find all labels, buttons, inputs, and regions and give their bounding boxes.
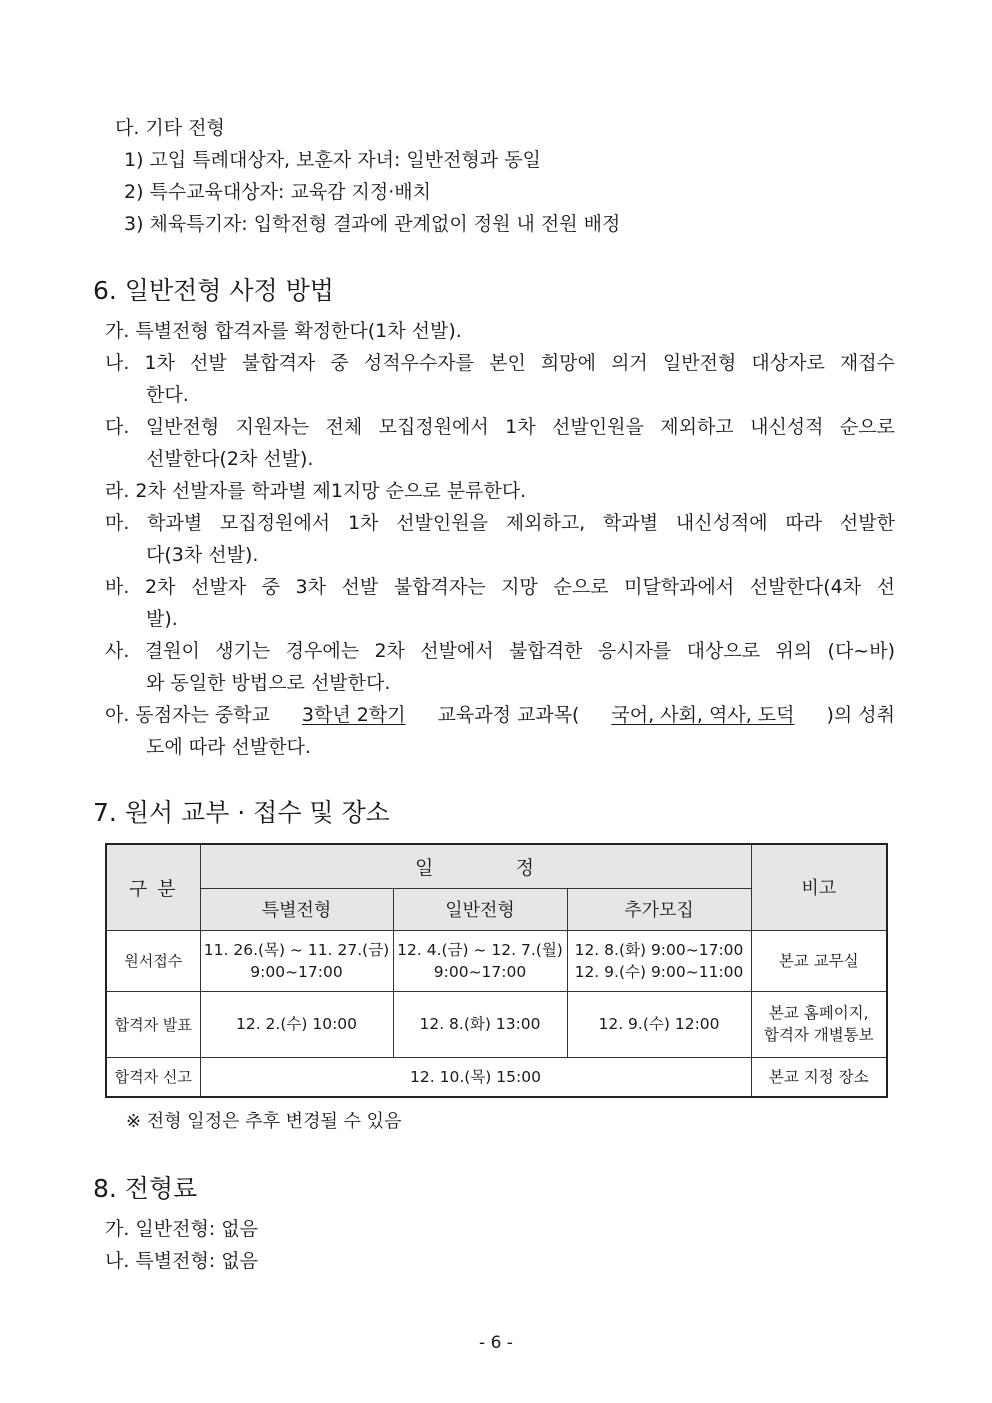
row-label-announcement: 합격자 발표 [106, 991, 200, 1057]
section-6-a-suffix: )의 성취 [826, 704, 895, 726]
header-note: 비고 [751, 844, 887, 930]
table-row [106, 930, 887, 991]
header-gubun: 구 분 [106, 844, 200, 930]
table-header-row [106, 844, 887, 888]
cell-line: 9:00~17:00 [433, 962, 527, 981]
section-5-da-item-3: 3) 체육특기자: 입학전형 결과에 관계없이 정원 내 전원 배정 [124, 213, 621, 235]
cell-line: 12. 9.(수) 9:00~11:00 [574, 962, 744, 981]
col-additional: 추가모집 [567, 888, 751, 930]
table-row [106, 1057, 887, 1097]
cell-line: 11. 26.(목) ~ 11. 27.(금) [203, 940, 390, 959]
section-6-na-line2: 한다. [146, 384, 189, 406]
row-label-application: 원서접수 [106, 930, 200, 991]
section-6-sa-line2: 와 동일한 방법으로 선발한다. [146, 672, 391, 694]
section-6-a-line2: 도에 따라 선발한다. [146, 736, 311, 758]
cell-announcement-general: 12. 8.(화) 13:00 [393, 991, 567, 1057]
section-6-a-mid: 교육과정 교과목( [437, 704, 580, 726]
cell-line: 9:00~17:00 [250, 962, 343, 981]
section-6-na-text: 나. 1차 선발 불합격자 중 성적우수자를 본인 희망에 의거 일반전형 대상자로 재접수 [105, 352, 895, 374]
cell-application-additional [567, 930, 751, 991]
schedule-table [105, 843, 888, 1098]
section-6-a-prefix: 아. 동점자는 중학교 [105, 704, 270, 726]
table-row [106, 991, 887, 1057]
cell-report-note: 본교 지정 장소 [751, 1057, 887, 1097]
section-6-a-term: 3학년 2학기 [301, 704, 406, 726]
cell-report-merged: 12. 10.(목) 15:00 [200, 1057, 751, 1097]
section-5-da-item-1: 1) 고입 특례대상자, 보훈자 자녀: 일반전형과 동일 [124, 149, 541, 171]
cell-application-general [393, 930, 567, 991]
section-6-da-line2: 선발한다(2차 선발). [146, 448, 314, 470]
section-8-na: 나. 특별전형: 없음 [105, 1250, 258, 1272]
cell-line: 12. 8.(화) 9:00~17:00 [574, 940, 744, 959]
section-6-ma-line2: 다(3차 선발). [146, 544, 259, 566]
section-6-ra: 라. 2차 선발자를 학과별 제1지망 순으로 분류한다. [105, 480, 527, 502]
row-label-report: 합격자 신고 [106, 1057, 200, 1097]
cell-line: 합격자 개별통보 [763, 1026, 874, 1044]
cell-application-special [200, 930, 393, 991]
schedule-footnote: ※ 전형 일정은 추후 변경될 수 있음 [126, 1111, 402, 1132]
col-general: 일반전형 [393, 888, 567, 930]
section-6-ma-line1: 마. 학과별 모집정원에서 1차 선발인원을 제외하고, 학과별 내신성적에 따라 선발한 [105, 512, 895, 534]
section-6-ga: 가. 특별전형 합격자를 확정한다(1차 선발). [105, 320, 462, 342]
section-6-ba-line2: 발). [146, 608, 178, 630]
section-6-ba-line1: 바. 2차 선발자 중 3차 선발 불합격자는 지망 순으로 미달학과에서 선발한다(4차 선 [105, 576, 895, 598]
section-8-ga: 가. 일반전형: 없음 [105, 1218, 258, 1240]
section-6-na-line1 [105, 350, 895, 376]
section-5-da-heading: 다. 기타 전형 [115, 117, 225, 139]
section-6-a-subjects: 국어, 사회, 역사, 도덕 [611, 704, 795, 726]
cell-line: 본교 홈페이지, [768, 1004, 869, 1022]
cell-announcement-special: 12. 2.(수) 10:00 [200, 991, 393, 1057]
section-7-title: 7. 원서 교부 · 접수 및 장소 [93, 798, 390, 827]
section-6-da-line1: 다. 일반전형 지원자는 전체 모집정원에서 1차 선발인원을 제외하고 내신성적 순으로 [105, 416, 895, 438]
cell-line: 12. 4.(금) ~ 12. 7.(월) [397, 940, 563, 959]
cell-application-note [751, 930, 887, 991]
section-5-da-item-2: 2) 특수교육대상자: 교육감 지정·배치 [124, 181, 432, 203]
section-6-sa-line1: 사. 결원이 생기는 경우에는 2차 선발에서 불합격한 응시자를 대상으로 위의 (다~바) [105, 640, 895, 662]
section-6-a-line1 [105, 702, 895, 728]
page-number: - 6 - [479, 1333, 513, 1353]
cell-announcement-note [751, 991, 887, 1057]
cell-announcement-additional: 12. 9.(수) 12:00 [567, 991, 751, 1057]
section-8-title: 8. 전형료 [93, 1174, 198, 1203]
header-schedule: 일 정 [200, 844, 751, 888]
col-special: 특별전형 [200, 888, 393, 930]
cell-line: 본교 교무실 [778, 951, 859, 970]
section-6-title: 6. 일반전형 사정 방법 [93, 276, 334, 305]
